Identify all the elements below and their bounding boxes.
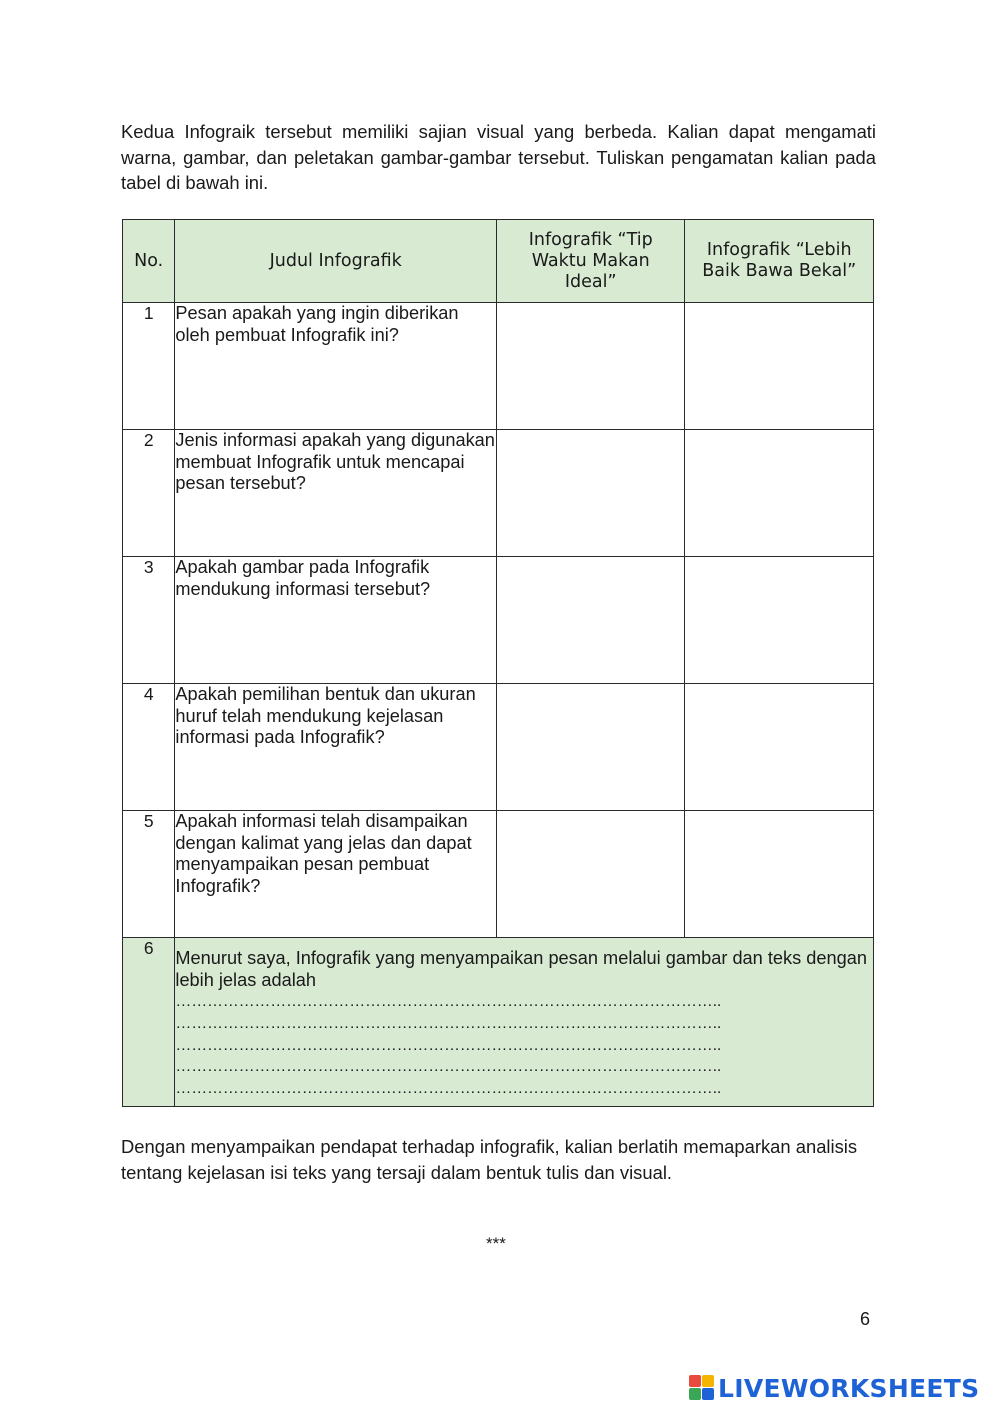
- answer-cell-infographic-b[interactable]: [685, 684, 874, 811]
- row-number: 1: [123, 303, 175, 430]
- section-separator: ***: [486, 1234, 506, 1253]
- answer-cell-infographic-a[interactable]: [496, 430, 685, 557]
- row-question: Jenis informasi apakah yang digunakan membuat Infografik untuk mencapai pesan tersebut?: [175, 430, 497, 557]
- row-number: 5: [123, 811, 175, 938]
- answer-cell-infographic-b[interactable]: [685, 430, 874, 557]
- header-infographic-a: Infografik “Tip Waktu Makan Ideal”: [496, 220, 685, 303]
- page-number: 6: [860, 1309, 871, 1329]
- answer-cell-infographic-a[interactable]: [496, 303, 685, 430]
- row-question: Pesan apakah yang ingin diberikan oleh pembuat Infografik ini?: [175, 303, 497, 430]
- table-row: [123, 557, 874, 684]
- table-row: [123, 430, 874, 557]
- row-question: Apakah gambar pada Infografik mendukung informasi tersebut?: [175, 557, 497, 684]
- logo-square-blue: [702, 1388, 714, 1400]
- observation-table: [122, 219, 874, 1107]
- intro-paragraph: Kedua Infograik tersebut memiliki sajian visual yang berbeda. Kalian dapat mengamati warna, gambar, dan peletakan gambar-gambar tersebut. Tuliskan pengamatan kalian pada tabel di bawah ini.: [121, 121, 876, 193]
- table-row: [123, 684, 874, 811]
- row-number: 6: [123, 938, 175, 1107]
- row-number: 2: [123, 430, 175, 557]
- answer-cell-infographic-a[interactable]: [496, 557, 685, 684]
- answer-cell-infographic-a[interactable]: [496, 684, 685, 811]
- liveworksheets-brand: [689, 1373, 979, 1403]
- row-question: Apakah pemilihan bentuk dan ukuran huruf telah mendukung kejelasan informasi pada Infografik?: [175, 684, 497, 811]
- conclusion-cell: [175, 938, 874, 1107]
- header-title: Judul Infografik: [175, 220, 497, 303]
- answer-cell-infographic-b[interactable]: [685, 303, 874, 430]
- row-number: 3: [123, 557, 175, 684]
- logo-square-red: [689, 1375, 701, 1387]
- answer-line-2[interactable]: …………………………………………………………………………………………..: [175, 1014, 722, 1032]
- logo-square-yellow: [702, 1375, 714, 1387]
- answer-cell-infographic-b[interactable]: [685, 811, 874, 938]
- answer-line-3[interactable]: …………………………………………………………………………………………..: [175, 1036, 722, 1054]
- answer-cell-infographic-a[interactable]: [496, 811, 685, 938]
- table-row: [123, 811, 874, 938]
- closing-paragraph: Dengan menyampaikan pendapat terhadap infografik, kalian berlatih memaparkan analisis tentang kejelasan isi teks yang tersaji dalam bentuk tulis dan visual.: [121, 1136, 858, 1183]
- conclusion-statement: Menurut saya, Infografik yang menyampaikan pesan melalui gambar dan teks dengan lebih jelas adalah: [175, 948, 867, 990]
- answer-line-5[interactable]: …………………………………………………………………………………………..: [175, 1080, 722, 1098]
- brand-text: LIVEWORKSHEETS: [718, 1373, 980, 1403]
- header-infographic-b: Infografik “Lebih Baik Bawa Bekal”: [685, 220, 874, 303]
- table-row: [123, 303, 874, 430]
- answer-line-4[interactable]: …………………………………………………………………………………………..: [175, 1058, 722, 1076]
- row-number: 4: [123, 684, 175, 811]
- table-header-row: [123, 220, 874, 303]
- header-no: No.: [123, 220, 175, 303]
- liveworksheets-logo-icon: [689, 1375, 715, 1401]
- answer-cell-infographic-b[interactable]: [685, 557, 874, 684]
- conclusion-row: [123, 938, 874, 1107]
- answer-line-1[interactable]: …………………………………………………………………………………………..: [175, 993, 722, 1010]
- logo-square-green: [689, 1388, 701, 1400]
- row-question: Apakah informasi telah disampaikan dengan kalimat yang jelas dan dapat menyampaikan pesan pembuat Infografik?: [175, 811, 497, 938]
